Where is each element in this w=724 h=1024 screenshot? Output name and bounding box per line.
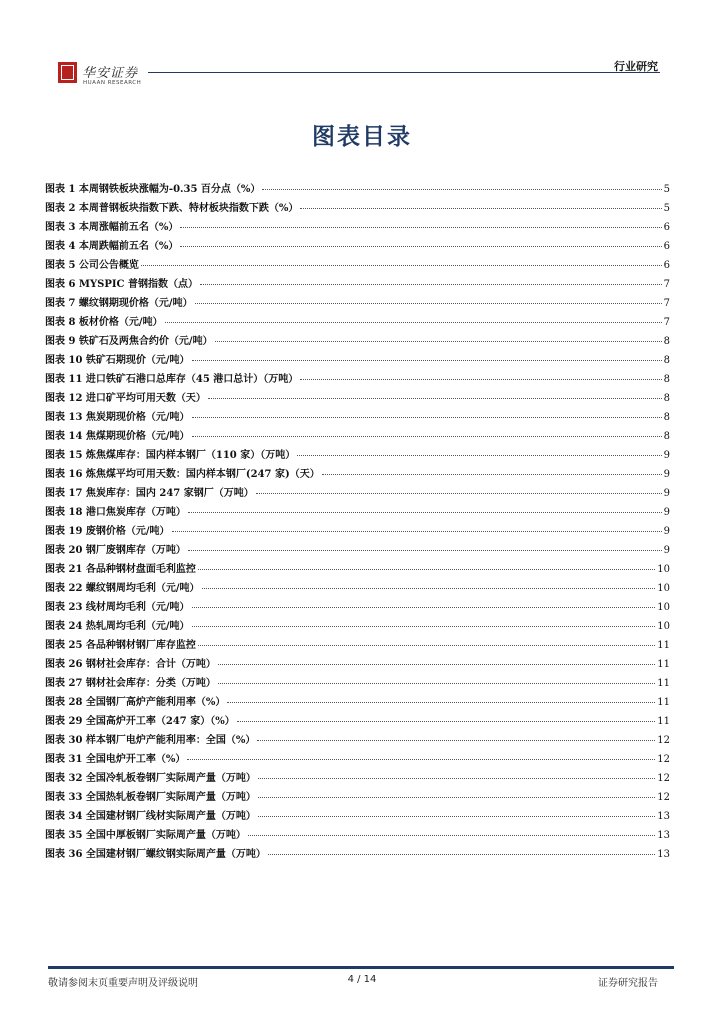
page-header	[0, 0, 724, 90]
toc-entry-label: 图表 8 板材价格（元/吨）	[45, 317, 163, 328]
toc-leader-dots	[215, 341, 662, 342]
toc-entry-label: 图表 33 全国热轧板卷钢厂实际周产量（万吨）	[45, 792, 256, 803]
toc-entry-label: 图表 12 进口矿平均可用天数（天）	[45, 393, 206, 404]
toc-entry[interactable]	[45, 563, 670, 582]
toc-entry-page: 12	[657, 754, 670, 765]
toc-entry-label: 图表 31 全国电炉开工率（%）	[45, 754, 186, 765]
toc-entry-page: 8	[663, 336, 670, 347]
toc-entry-label: 图表 32 全国冷轧板卷钢厂实际周产量（万吨）	[45, 773, 256, 784]
toc-entry[interactable]	[45, 715, 670, 734]
footer-divider	[48, 966, 674, 969]
toc-entry-page: 9	[663, 469, 670, 480]
toc-entry[interactable]	[45, 829, 670, 848]
toc-entry-label: 图表 28 全国钢厂高炉产能利用率（%）	[45, 697, 226, 708]
toc-leader-dots	[180, 246, 661, 247]
toc-entry-label: 图表 6 MYSPIC 普钢指数（点）	[45, 279, 198, 290]
toc-leader-dots	[192, 607, 656, 608]
toc-entry-label: 图表 1 本周钢铁板块涨幅为-0.35 百分点（%）	[45, 184, 261, 195]
toc-entry-label: 图表 18 港口焦炭库存（万吨）	[45, 507, 186, 518]
toc-entry[interactable]	[45, 848, 670, 867]
toc-entry[interactable]	[45, 278, 670, 297]
toc-leader-dots	[180, 227, 661, 228]
toc-entry-page: 8	[663, 374, 670, 385]
toc-entry-label: 图表 5 公司公告概览	[45, 260, 139, 271]
toc-leader-dots	[237, 721, 656, 722]
toc-leader-dots	[192, 360, 662, 361]
toc-entry-page: 11	[657, 640, 670, 651]
toc-entry-label: 图表 29 全国高炉开工率（247 家）（%）	[45, 716, 235, 727]
toc-entry-page: 7	[663, 279, 670, 290]
toc-leader-dots	[268, 854, 655, 855]
toc-entry[interactable]	[45, 221, 670, 240]
toc-entry-page: 6	[663, 260, 670, 271]
toc-leader-dots	[192, 417, 662, 418]
toc-leader-dots	[141, 265, 662, 266]
toc-entry[interactable]	[45, 392, 670, 411]
table-of-figures	[45, 183, 670, 867]
toc-leader-dots	[192, 436, 662, 437]
toc-entry[interactable]	[45, 411, 670, 430]
toc-entry-label: 图表 19 废钢价格（元/吨）	[45, 526, 170, 537]
toc-entry-page: 11	[657, 716, 670, 727]
header-divider	[148, 72, 660, 73]
toc-entry-page: 9	[663, 450, 670, 461]
toc-entry[interactable]	[45, 620, 670, 639]
toc-entry-label: 图表 26 钢材社会库存：合计（万吨）	[45, 659, 216, 670]
toc-entry-page: 9	[663, 526, 670, 537]
toc-leader-dots	[262, 189, 661, 190]
toc-entry-label: 图表 11 进口铁矿石港口总库存（45 港口总计）（万吨）	[45, 374, 299, 385]
toc-entry[interactable]	[45, 791, 670, 810]
toc-leader-dots	[248, 835, 655, 836]
logo-text-cn: 华安证券	[82, 66, 139, 81]
toc-entry[interactable]	[45, 487, 670, 506]
toc-entry[interactable]	[45, 639, 670, 658]
toc-entry-page: 8	[663, 355, 670, 366]
toc-leader-dots	[297, 455, 661, 456]
toc-entry[interactable]	[45, 677, 670, 696]
toc-entry[interactable]	[45, 259, 670, 278]
toc-entry[interactable]	[45, 696, 670, 715]
toc-entry[interactable]	[45, 810, 670, 829]
toc-entry-page: 7	[663, 298, 670, 309]
toc-entry-page: 11	[657, 659, 670, 670]
toc-entry-page: 10	[657, 564, 670, 575]
toc-leader-dots	[195, 303, 662, 304]
toc-entry-label: 图表 17 焦炭库存：国内 247 家钢厂（万吨）	[45, 488, 254, 499]
toc-entry[interactable]	[45, 734, 670, 753]
toc-entry[interactable]	[45, 658, 670, 677]
toc-leader-dots	[172, 531, 662, 532]
toc-entry-label: 图表 36 全国建材钢厂螺纹钢实际周产量（万吨）	[45, 849, 266, 860]
toc-leader-dots	[200, 284, 662, 285]
toc-leader-dots	[258, 816, 655, 817]
toc-entry-label: 图表 7 螺纹钢期现价格（元/吨）	[45, 298, 193, 309]
toc-entry[interactable]	[45, 468, 670, 487]
toc-entry-label: 图表 20 钢厂废钢库存（万吨）	[45, 545, 186, 556]
toc-entry[interactable]	[45, 506, 670, 525]
toc-entry-label: 图表 13 焦炭期现价格（元/吨）	[45, 412, 190, 423]
toc-entry-label: 图表 2 本周普钢板块指数下跌、特材板块指数下跌（%）	[45, 203, 299, 214]
report-category: 行业研究	[614, 60, 658, 73]
toc-entry-label: 图表 10 铁矿石期现价（元/吨）	[45, 355, 190, 366]
toc-entry[interactable]	[45, 772, 670, 791]
huaan-logo-icon	[58, 62, 77, 83]
toc-leader-dots	[218, 683, 655, 684]
toc-entry-page: 7	[663, 317, 670, 328]
toc-entry[interactable]	[45, 525, 670, 544]
toc-entry-page: 13	[657, 849, 670, 860]
toc-entry[interactable]	[45, 449, 670, 468]
toc-entry-label: 图表 30 样本钢厂电炉产能利用率：全国（%）	[45, 735, 256, 746]
toc-entry-page: 12	[657, 773, 670, 784]
toc-entry[interactable]	[45, 335, 670, 354]
toc-entry-page: 8	[663, 412, 670, 423]
toc-leader-dots	[198, 645, 655, 646]
toc-leader-dots	[300, 208, 661, 209]
footer-disclaimer: 敬请参阅末页重要声明及评级说明	[48, 978, 198, 989]
toc-entry-page: 13	[657, 811, 670, 822]
toc-entry[interactable]	[45, 202, 670, 221]
toc-entry-page: 9	[663, 545, 670, 556]
toc-entry-label: 图表 21 各品种钢材盘面毛利监控	[45, 564, 196, 575]
toc-entry-page: 5	[663, 184, 670, 195]
toc-leader-dots	[188, 550, 662, 551]
toc-entry-label: 图表 25 各品种钢材钢厂库存监控	[45, 640, 196, 651]
toc-entry[interactable]	[45, 373, 670, 392]
toc-leader-dots	[257, 740, 655, 741]
toc-entry-label: 图表 35 全国中厚板钢厂实际周产量（万吨）	[45, 830, 246, 841]
toc-entry-page: 5	[663, 203, 670, 214]
toc-entry-label: 图表 23 线材周均毛利（元/吨）	[45, 602, 190, 613]
toc-leader-dots	[258, 778, 655, 779]
toc-leader-dots	[192, 626, 656, 627]
toc-leader-dots	[187, 759, 655, 760]
toc-entry-page: 8	[663, 393, 670, 404]
page-title: 图表目录	[312, 123, 412, 150]
toc-leader-dots	[198, 569, 655, 570]
toc-entry-page: 12	[657, 792, 670, 803]
toc-entry-label: 图表 27 钢材社会库存：分类（万吨）	[45, 678, 216, 689]
logo-text-en: HUAAN RESEARCH	[83, 80, 142, 86]
toc-leader-dots	[165, 322, 662, 323]
toc-entry-page: 6	[663, 241, 670, 252]
toc-leader-dots	[256, 493, 662, 494]
toc-entry-label: 图表 22 螺纹钢周均毛利（元/吨）	[45, 583, 200, 594]
toc-entry-label: 图表 3 本周涨幅前五名（%）	[45, 222, 179, 233]
toc-entry[interactable]	[45, 601, 670, 620]
toc-entry-page: 9	[663, 507, 670, 518]
toc-entry[interactable]	[45, 582, 670, 601]
logo-mark	[61, 65, 74, 80]
toc-entry-page: 11	[657, 678, 670, 689]
toc-leader-dots	[227, 702, 655, 703]
toc-entry-page: 10	[657, 621, 670, 632]
toc-entry[interactable]	[45, 240, 670, 259]
toc-leader-dots	[258, 797, 655, 798]
toc-entry-page: 13	[657, 830, 670, 841]
toc-entry-label: 图表 14 焦煤期现价格（元/吨）	[45, 431, 190, 442]
page-number: 4 / 14	[347, 974, 377, 985]
toc-entry-page: 10	[657, 583, 670, 594]
toc-entry[interactable]	[45, 753, 670, 772]
toc-entry-page: 10	[657, 602, 670, 613]
toc-entry-page: 9	[663, 488, 670, 499]
toc-leader-dots	[208, 398, 662, 399]
toc-leader-dots	[300, 379, 661, 380]
toc-entry-label: 图表 15 炼焦煤库存：国内样本钢厂（110 家）（万吨）	[45, 450, 296, 461]
toc-entry-label: 图表 4 本周跌幅前五名（%）	[45, 241, 179, 252]
toc-entry-page: 12	[657, 735, 670, 746]
toc-entry[interactable]	[45, 183, 670, 202]
toc-entry-label: 图表 16 炼焦煤平均可用天数：国内样本钢厂(247 家)（天）	[45, 469, 320, 480]
toc-entry-page: 8	[663, 431, 670, 442]
toc-entry-label: 图表 34 全国建材钢厂线材实际周产量（万吨）	[45, 811, 256, 822]
footer-report-type: 证券研究报告	[598, 978, 658, 989]
toc-entry[interactable]	[45, 297, 670, 316]
toc-leader-dots	[202, 588, 656, 589]
toc-leader-dots	[188, 512, 662, 513]
toc-entry[interactable]	[45, 430, 670, 449]
toc-entry[interactable]	[45, 316, 670, 335]
toc-entry[interactable]	[45, 544, 670, 563]
toc-entry[interactable]	[45, 354, 670, 373]
toc-entry-label: 图表 24 热轧周均毛利（元/吨）	[45, 621, 190, 632]
toc-entry-page: 11	[657, 697, 670, 708]
toc-leader-dots	[322, 474, 662, 475]
toc-entry-page: 6	[663, 222, 670, 233]
toc-entry-label: 图表 9 铁矿石及两焦合约价（元/吨）	[45, 336, 213, 347]
toc-leader-dots	[218, 664, 655, 665]
